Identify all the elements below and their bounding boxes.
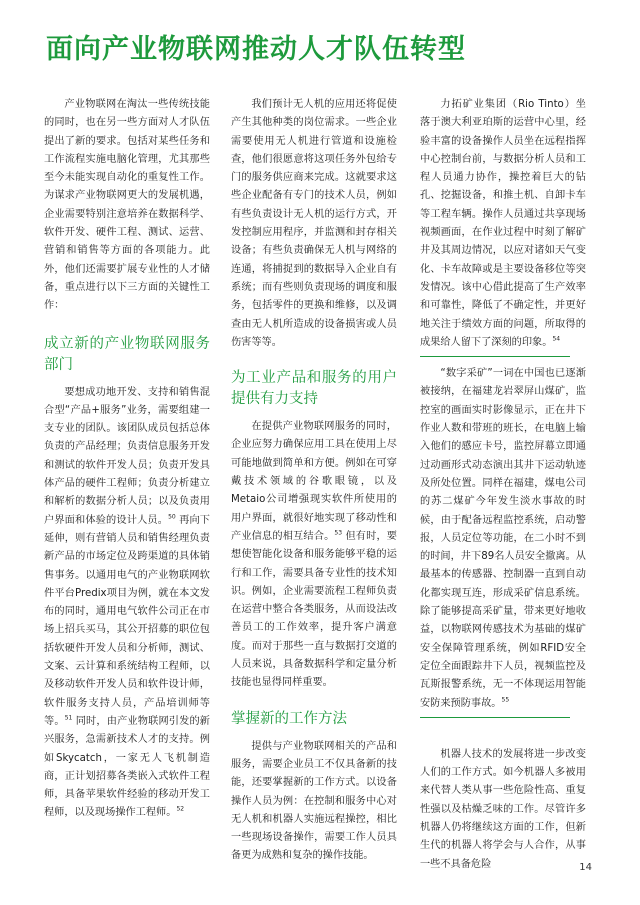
paragraph-text: 同时，由产业物联网引发的新兴服务，急需新技术人才的支持。例如Skycatch，一家无人飞机制造商，正计划招募各类嵌入式软件工程师，具备苹果软件经验的移动开发工程师，以及现场操作工程师。 <box>44 715 210 819</box>
column-3 <box>420 96 586 874</box>
footnote-ref-55: 55 <box>501 696 510 704</box>
section-heading-user-support: 为工业产品和服务的用户提供有力支持 <box>231 370 397 408</box>
intro-paragraph: 产业物联网在淘汰一些传统技能的同时，也在另一些方面对人才队伍提出了新的要求。包括对某些任务和工作流程实施电脑化管理，尤其那些至今未能实现自动化的重复性工作。为谋求产业物联网更大的发展机遇，企业需要特别注意培养在数据科学、软件开发、硬件工程、测试、运营、营销和销售等方面的各项能力。此外，他们还需要扩展专业性的人才储备，重点进行以下三方面的关键性工作： <box>44 99 210 312</box>
user-support-paragraph <box>231 418 397 692</box>
section-heading-new-iot-service-dept: 成立新的产业物联网服务部门 <box>44 335 210 373</box>
paragraph-text: 力拓矿业集团（Rio Tinto）坐落于澳大利亚珀斯的运营中心里，经验丰富的设备操作人员坐在远程指挥中心控制台前，与数据分析人员和工程人员通力协作，操控着巨大的钻孔、挖掘设备，和推土机、自卸卡车等工程车辆。操作人员通过共享现场视频画面，在作业过程中时刻了解矿井及其周边情况，以应对诸如天气变化、卡车故障或是主要设备移位等突发情况。该中心借此提高了生产效率和可靠性，降低了不确定性，并更好地关注于绩效方面的问题，所取得的成果给人留下了深刻的印象。 <box>420 99 586 348</box>
paragraph-text: “数字采矿”一词在中国也已逐渐被接纳，在福建龙岩翠屏山煤矿，监控室的画面实时影像显示，正在井下作业人数和带班的班长，在电脑上输入他们的感应卡号，监控屏幕立即通过动画形式动态演出其井下运动轨迹及所处位置。同样在福建，煤电公司的苏二煤矿今年发生淡水事故的时候，由于配备远程监控系统，启动警报，人员定位等功能，在二小时不到的时间，井下89名人员安全撤离。从最基本的传感器、控制器一直到自动化都实现互连，形成采矿信息系统。除了能够提高采矿量，带来更好地收益，以物联网传感技术为基础的煤矿安全保障管理系统，例如RFID安全定位全面跟踪井下人员，视频监控及瓦斯报警系统，无一不体现运用智能安防来预防事故。 <box>420 368 586 709</box>
digital-mining-paragraph <box>420 365 586 713</box>
drone-jobs-paragraph: 我们预计无人机的应用还将促使产生其他种类的岗位需求。一些企业需要使用无人机进行管道和设施检查，他们很愿意将这项任务外包给专门的服务供应商来完成。这就要求这些企业配备有专门的技术人员，例如有些负责设计无人机的运行方式，开发控制应用程序，并监测和封存相关设备；有些负责确保无人机与网络的连通，将捕捉到的数据导入企业自有系统；而有些则负责现场的调度和服务，包括零件的更换和维修，以及调查由无人机所造成的设备损害或人员伤害等等。 <box>231 99 397 348</box>
work-methods-paragraph: 提供与产业物联网相关的产品和服务，需要企业员工不仅具备新的技能，还要掌握新的工作方式。以设备操作人员为例：在控制和服务中心对无人机和机器人实施远程操控，相比一些现场设备操作，需要工作人员具备更为成熟和复杂的操作技能。 <box>231 740 397 862</box>
footnote-ref-54: 54 <box>552 335 561 343</box>
spacer <box>420 726 586 746</box>
rio-tinto-paragraph <box>420 96 586 352</box>
footnote-ref-51: 51 <box>64 714 73 722</box>
footnote-ref-50: 50 <box>168 513 176 521</box>
page-title: 面向产业物联网推动人才队伍转型 <box>46 34 466 65</box>
paragraph-text: 再向下延伸，则有营销人员和销售经理负责新产品的市场定位及跨渠道的具体销售事务。以通用电气的产业物联网软件平台Predix项目为例，就在本文发布的同时，通用电气软件公司正在市场上招兵买马，其公开招募的职位包括软硬件开发人员和分析师，测试、文案、云计算和系统结构工程师，以及移动软件开发人员和软件设计师，软件服务支持人员，产品培训师等等。 <box>44 514 210 727</box>
section-divider <box>420 717 570 718</box>
section-divider <box>420 356 570 357</box>
paragraph-text: 但有时，要想使智能化设备和服务能够平稳的运行和工作，需要具备专业性的技术知识。例如，企业需要流程工程师负责在运营中整合各类服务，从而设法改善员工的工作效率，提升客户满意度。而对于那些一直与数据打交道的人员来说，具备数据科学和定量分析技能也显得同样重要。 <box>231 530 397 689</box>
section-heading-new-work-methods: 掌握新的工作方法 <box>231 710 347 727</box>
page-number: 14 <box>579 862 592 873</box>
paragraph-text: 要想成功地开发、支持和销售混合型“产品+服务”业务，需要组建一支专业的团队。该团队成员包括总体负责的产品经理；负责信息服务开发和测试的软件开发人员；负责开发具体产品的硬件工程师；负责分析建立和解析的数据分析人员；以及负责用户界面和体验的设计人员。 <box>44 386 210 526</box>
column-1 <box>44 96 210 823</box>
robotics-paragraph: 机器人技术的发展将进一步改变人们的工作方式。如今机器人多被用来代替人类从事一些危险性高、重复性强以及枯燥乏味的工作。尽管许多机器人仍将继续这方面的工作，但新生代的机器人将学会与人合作，从事一些不具备危险 <box>420 748 586 870</box>
footnote-ref-53: 53 <box>334 529 343 537</box>
column-2 <box>231 96 397 866</box>
footnote-ref-52: 52 <box>176 806 185 813</box>
paragraph-text: 在提供产业物联网服务的同时，企业应努力确保应用工具在使用上尽可能地做到简单和方便。例如在可穿戴技术领域的谷歌眼镜，以及Metaio公司增强现实软件所使用的用户界面，就很好地实现了移动性和产业信息的相互结合。 <box>231 421 397 542</box>
service-dept-paragraph <box>44 384 210 823</box>
